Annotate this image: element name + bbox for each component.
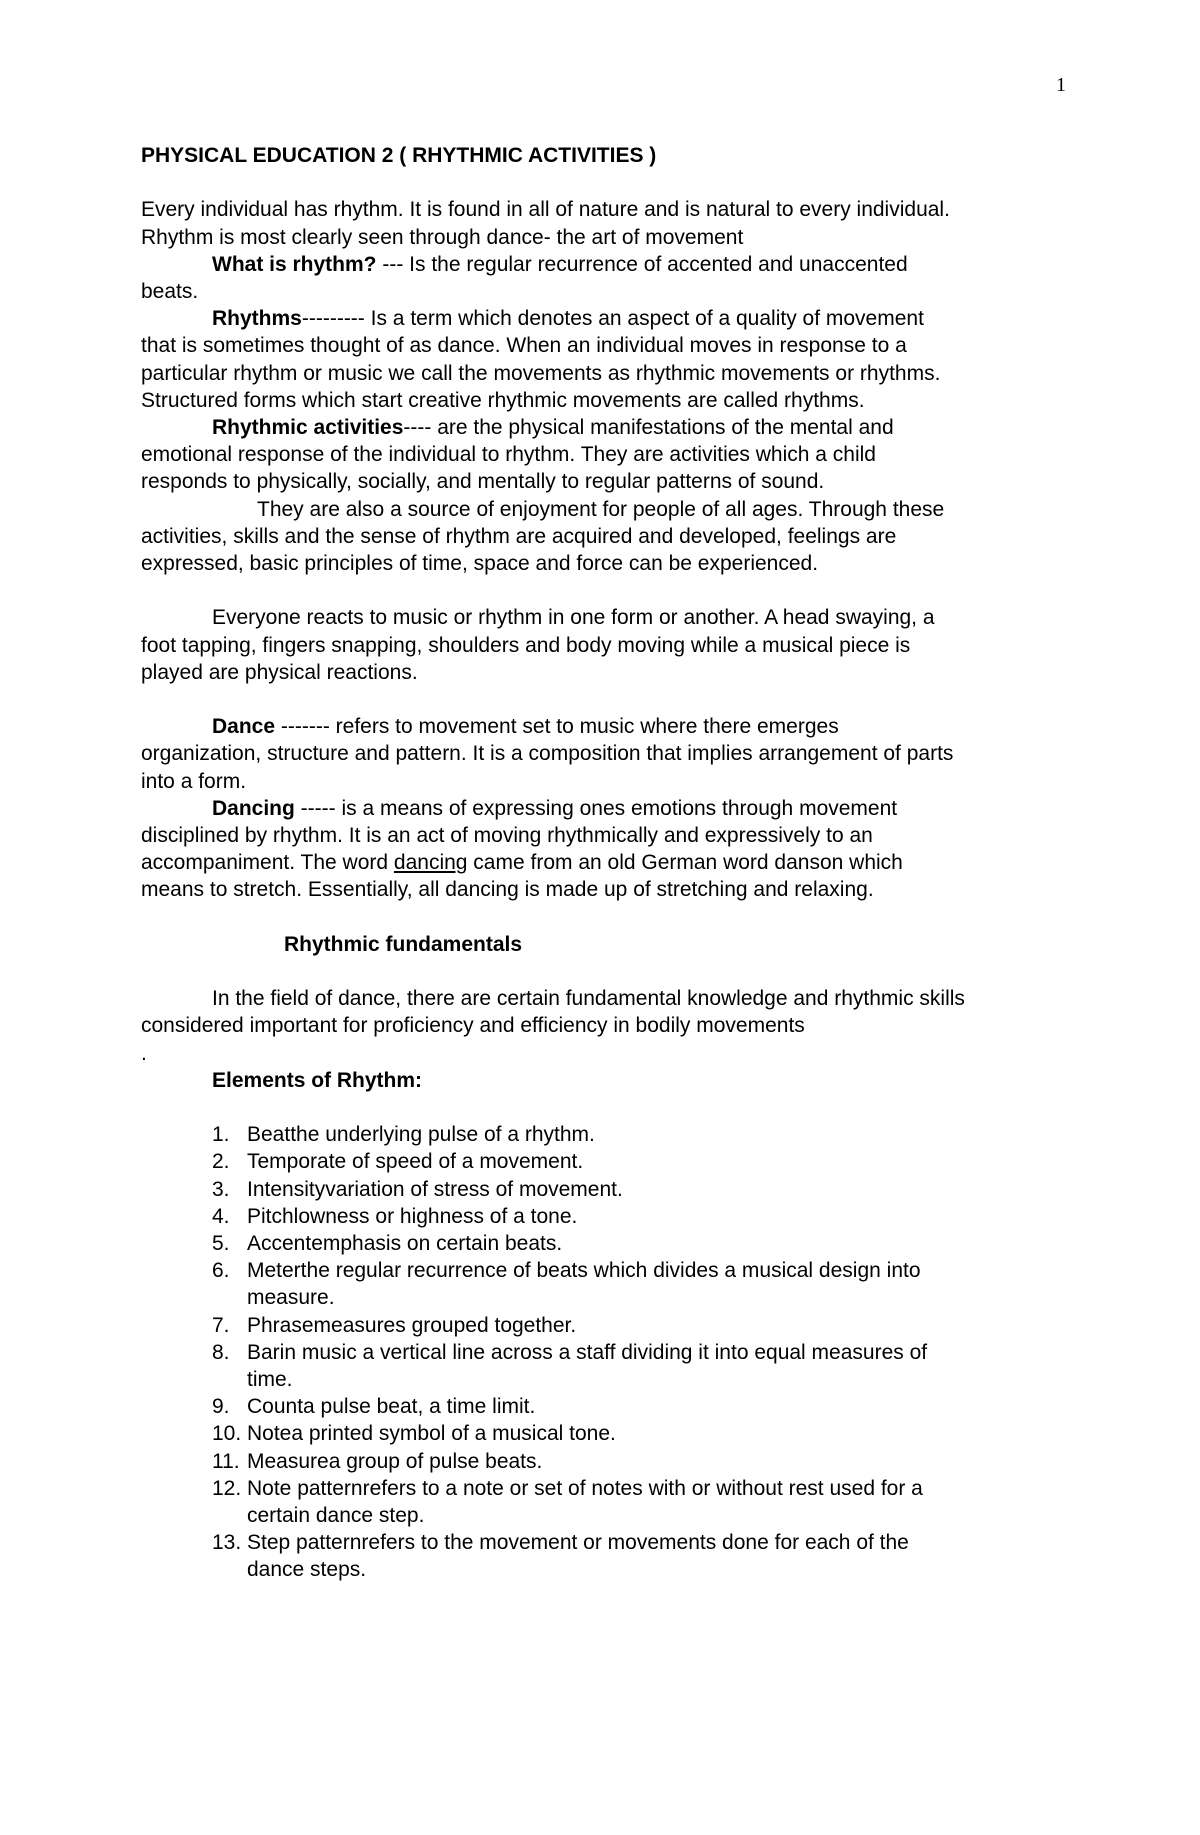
list-item-continuation	[141, 1502, 1061, 1529]
spacer	[141, 1094, 1061, 1121]
underlined-word-dancing: dancing	[393, 851, 468, 875]
list-item-number: 2.	[212, 1150, 230, 1174]
list-item-text: Step patternrefers to the movement or movements done for each of the	[247, 1531, 909, 1555]
fundamentals-paragraph: In the field of dance, there are certain fundamental knowledge and rhythmic skills considered important for proficiency and efficiency in bodily movements .	[141, 987, 965, 1065]
list-item	[141, 1148, 1061, 1175]
list-item	[141, 1529, 1061, 1556]
list-item-text: Notea printed symbol of a musical tone.	[247, 1422, 616, 1446]
list-item-text: time.	[247, 1368, 293, 1392]
reactions-paragraph: Everyone reacts to music or rhythm in one form or another. A head swaying, a foot tapping, fingers snapping, shoulders and body moving while a musical piece is played are physical reactions.	[141, 606, 935, 684]
spacer	[141, 958, 1061, 985]
list-item	[141, 1203, 1061, 1230]
list-item-number: 11.	[212, 1449, 240, 1473]
document-body	[141, 142, 1061, 1584]
section-heading-rhythmic-fundamentals: Rhythmic fundamentals	[284, 932, 523, 956]
term-rhythms: Rhythms	[212, 307, 302, 331]
list-item-text: Intensityvariation of stress of movement.	[247, 1177, 623, 1201]
rhythms-definition: Rhythms--------- Is a term which denotes an aspect of a quality of movement that is sometimes thought of as dance. When an individual moves in response to a particular rhythm or music we call the movements as rhythmic movements or rhythms. Structured forms which start creative rhythmic movements are called rhythms.	[141, 307, 941, 412]
list-item-number: 13.	[212, 1531, 242, 1555]
list-item-continuation	[141, 1556, 1061, 1583]
rhythmic-activities-definition: Rhythmic activities---- are the physical manifestations of the mental and emotional response of the individual to rhythm. They are activities which a child responds to physically, socially, and mentally to regular patterns of sound. They are also a source of enjoyment for people of all ages. Through these activities, skills and the sense of rhythm are acquired and developed, feelings are expressed, basic principles of time, space and force can be experienced.	[141, 416, 945, 576]
list-item-text: dance steps.	[247, 1558, 367, 1582]
list-item	[141, 1230, 1061, 1257]
list-item-text: Barin music a vertical line across a staff dividing it into equal measures of	[247, 1340, 928, 1364]
list-item-text: Meterthe regular recurrence of beats which divides a musical design into	[247, 1259, 921, 1283]
list-item	[141, 1121, 1061, 1148]
list-item	[141, 1312, 1061, 1339]
list-item	[141, 1176, 1061, 1203]
dance-definition: Dance ------- refers to movement set to music where there emerges organization, structure and pattern. It is a composition that implies arrangement of parts into a form.	[141, 715, 954, 793]
list-item-number: 12.	[212, 1476, 242, 1500]
spacer	[141, 904, 1061, 931]
spacer	[141, 169, 1061, 196]
list-item-text: Beatthe underlying pulse of a rhythm.	[247, 1123, 595, 1147]
list-item-text: Phrasemeasures grouped together.	[247, 1313, 577, 1337]
list-item-number: 10.	[212, 1422, 242, 1446]
list-item-number: 1.	[212, 1123, 230, 1147]
dancing-definition: Dancing ----- is a means of expressing ones emotions through movement disciplined by rhythm. It is an act of moving rhythmically and expressively to an accompaniment. The word dancing came from an old German word danson which means to stretch. Essentially, all dancing is made up of stretching and relaxing.	[141, 796, 903, 902]
list-item-text: Note patternrefers to a note or set of notes with or without rest used for a	[247, 1476, 923, 1500]
spacer	[141, 686, 1061, 713]
list-item-text: Counta pulse beat, a time limit.	[247, 1395, 536, 1419]
list-item-number: 8.	[212, 1340, 230, 1364]
list-item	[141, 1339, 1061, 1366]
document-title: PHYSICAL EDUCATION 2 ( RHYTHMIC ACTIVITIES )	[141, 144, 657, 167]
list-item-number: 9.	[212, 1395, 230, 1419]
term-dance: Dance	[212, 715, 276, 739]
term-rhythmic-activities: Rhythmic activities	[212, 416, 404, 440]
list-item	[141, 1475, 1061, 1502]
list-item	[141, 1257, 1061, 1284]
rhythm-definition: What is rhythm? --- Is the regular recurrence of accented and unaccented beats.	[141, 252, 908, 303]
list-item-number: 6.	[212, 1259, 230, 1283]
term-dancing: Dancing	[212, 796, 295, 820]
term-what-is-rhythm: What is rhythm?	[212, 252, 377, 276]
elements-list	[141, 1121, 1061, 1583]
list-item-text: Pitchlowness or highness of a tone.	[247, 1204, 578, 1228]
list-item-text: Measurea group of pulse beats.	[247, 1449, 543, 1473]
list-item-continuation	[141, 1284, 1061, 1311]
list-item	[141, 1420, 1061, 1447]
spacer	[141, 577, 1061, 604]
list-item-text: measure.	[247, 1286, 335, 1310]
list-item	[141, 1448, 1061, 1475]
list-item-text: certain dance step.	[247, 1504, 425, 1528]
list-item-number: 4.	[212, 1204, 230, 1228]
list-item-text: Temporate of speed of a movement.	[247, 1150, 584, 1174]
page-number: 1	[1056, 74, 1066, 96]
intro-paragraph: Every individual has rhythm. It is found in all of nature and is natural to every individual. Rhythm is most clearly seen through dance- the art of movement	[141, 198, 950, 249]
list-item-continuation	[141, 1366, 1061, 1393]
list-item-text: Accentemphasis on certain beats.	[247, 1232, 563, 1256]
list-item-number: 3.	[212, 1177, 230, 1201]
section-heading-elements-of-rhythm: Elements of Rhythm:	[212, 1068, 423, 1092]
list-item-number: 5.	[212, 1232, 230, 1256]
list-item-number: 7.	[212, 1313, 230, 1337]
list-item	[141, 1393, 1061, 1420]
